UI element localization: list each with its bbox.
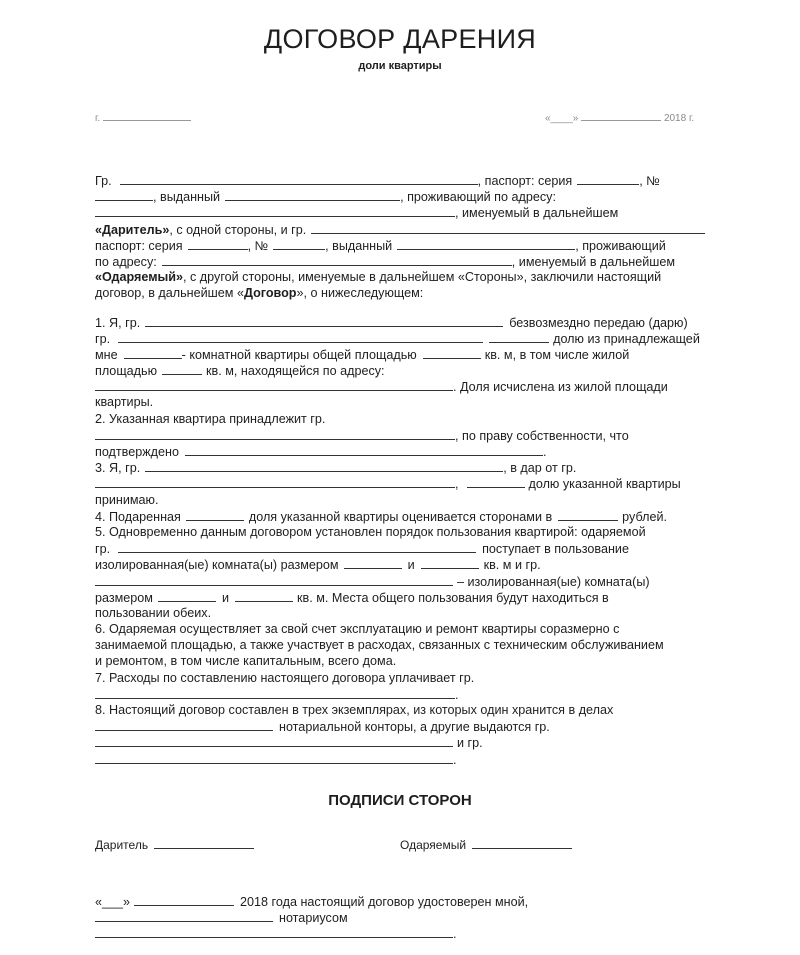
issued-by-blank[interactable] <box>225 188 400 201</box>
text: размером <box>95 590 153 605</box>
clause-1-line-1 <box>95 314 705 330</box>
text: , именуемый в дальнейшем <box>455 206 619 221</box>
clause-5-line-4 <box>95 573 705 589</box>
clause1-address-blank[interactable] <box>95 378 453 391</box>
text: квартиры. <box>95 395 154 410</box>
text: 2018 года настоящий договор удостоверен мной, <box>240 895 529 909</box>
clause3-donee-blank[interactable] <box>145 459 503 472</box>
city-line <box>95 108 191 124</box>
text: подтверждено <box>95 445 179 459</box>
text: поступает в пользование <box>482 542 629 557</box>
text: кв. м, в том числе жилой <box>484 347 630 362</box>
document-title: ДОГОВОР ДАРЕНИЯ <box>263 24 537 54</box>
clause-1-line-2 <box>95 330 705 346</box>
text: 7. Расходы по составлению настоящего договора уплачивает гр. <box>95 670 475 685</box>
clause5-donee-blank[interactable] <box>118 540 476 553</box>
notary-line-3 <box>95 925 555 941</box>
text: 1. Я, гр. <box>95 315 141 330</box>
donor-signature-blank[interactable] <box>154 836 254 849</box>
donee-issued-blank[interactable] <box>397 237 575 250</box>
clause3-share-blank[interactable] <box>467 475 525 488</box>
clause-1-line-3 <box>95 346 705 362</box>
text: , проживающий по адресу: <box>400 190 556 205</box>
text: нотариусом <box>279 911 348 926</box>
text: и <box>407 558 415 573</box>
donee-address-blank[interactable] <box>162 253 512 266</box>
contract-body <box>95 172 705 767</box>
text: , именуемый в дальнейшем <box>511 254 676 269</box>
text: , № <box>247 238 269 253</box>
text: безвозмездно передаю (дарю) <box>509 315 688 330</box>
notary-office-name-blank[interactable] <box>95 909 273 922</box>
notary-line-2 <box>95 909 555 925</box>
donee-name-blank[interactable] <box>311 221 705 234</box>
donee-signature <box>400 836 572 852</box>
clause-6-line-3 <box>95 653 705 669</box>
document-subtitle: доли квартиры <box>358 60 442 72</box>
clause-2-line-1 <box>95 411 705 427</box>
clause1-share-blank[interactable] <box>489 330 549 343</box>
copy-recipient-1-blank[interactable] <box>95 734 453 747</box>
text: . <box>455 687 459 702</box>
donee-label: Одаряемый <box>400 838 467 852</box>
text: . <box>542 445 547 459</box>
room-size-4-blank[interactable] <box>235 589 293 602</box>
text: площадью <box>95 364 158 379</box>
line-4 <box>95 221 705 237</box>
text: 4. Подаренная <box>95 509 181 524</box>
text: 3. Я, гр. <box>95 461 141 476</box>
text: 2. Указанная квартира принадлежит гр. <box>95 411 326 426</box>
text: , выданный <box>325 238 393 253</box>
clause-7-line-1 <box>95 670 705 686</box>
clause-8-line-2 <box>95 718 705 734</box>
clause-5-line-1 <box>95 524 705 540</box>
clause-8-line-4 <box>95 751 705 767</box>
clause-4-line-1 <box>95 508 705 524</box>
notary-certification <box>95 893 555 942</box>
passport-series-blank[interactable] <box>577 172 639 185</box>
text: 8. Настоящий договор составлен в трех экземплярах, из которых один хранится в делах <box>95 703 614 717</box>
date-month-blank[interactable] <box>581 108 661 121</box>
text: , паспорт: серия <box>477 174 573 188</box>
clause-2-line-2 <box>95 427 705 443</box>
city-label: г. <box>95 113 101 124</box>
text: . <box>453 752 457 767</box>
text: , <box>455 477 459 492</box>
ownership-doc-blank[interactable] <box>185 443 543 456</box>
owner-blank[interactable] <box>95 427 455 440</box>
text: Гр. <box>95 174 112 188</box>
clause-1-line-6 <box>95 394 705 410</box>
text: «Даритель» <box>95 222 170 237</box>
signatures-title: ПОДПИСИ СТОРОН <box>328 792 472 809</box>
line-3 <box>95 204 705 220</box>
date-line <box>545 108 694 124</box>
notary-month-blank[interactable] <box>134 893 234 906</box>
text: , с другой стороны, именуемые в дальнейшем «Стороны», заключили настоящий <box>183 270 662 285</box>
text: , проживающий <box>575 238 666 253</box>
clause-6-line-2 <box>95 637 705 653</box>
clause1-donee-blank[interactable] <box>118 330 483 343</box>
text: . Доля исчислена из жилой площади <box>453 380 668 395</box>
clause3-donor-blank[interactable] <box>95 475 455 488</box>
text: и <box>221 590 230 605</box>
text: пользовании обеих. <box>95 605 212 620</box>
text: гр. <box>95 542 111 557</box>
text: изолированная(ые) комната(ы) размером <box>95 558 339 573</box>
clause-7-line-2 <box>95 686 705 702</box>
clause-1-line-5 <box>95 378 705 394</box>
text: и ремонтом, в том числе капитальным, всего дома. <box>95 654 397 669</box>
expenses-payer-blank[interactable] <box>95 686 455 699</box>
clause-5-line-2 <box>95 540 705 556</box>
notary-day: «___» <box>95 895 131 909</box>
clause-5-line-6 <box>95 605 705 621</box>
room-size-2-blank[interactable] <box>421 556 479 569</box>
line-7 <box>95 269 705 285</box>
clause-1-line-4 <box>95 362 705 378</box>
clause-6-line-1 <box>95 621 705 637</box>
line-5 <box>95 237 705 253</box>
donor-signature <box>95 836 254 852</box>
clause5-other-blank[interactable] <box>95 573 453 586</box>
clause-3-line-1 <box>95 459 705 475</box>
clause-3-line-2 <box>95 475 705 491</box>
text: Договор <box>243 286 297 301</box>
total-area-blank[interactable] <box>423 346 481 359</box>
date-year: 2018 г. <box>663 113 695 124</box>
notary-name-blank[interactable] <box>95 925 453 938</box>
donor-name-blank[interactable] <box>120 172 478 185</box>
text: договор, в дальнейшем « <box>95 286 244 301</box>
text: и гр. <box>457 736 483 751</box>
text: доля указанной квартиры оценивается сторонами в <box>248 509 553 524</box>
text: долю из принадлежащей <box>553 331 700 346</box>
clause-5-line-5 <box>95 589 705 605</box>
text: кв. м. Места общего пользования будут находиться в <box>297 590 609 605</box>
text: рублей. <box>622 509 668 524</box>
text: , № <box>639 174 660 188</box>
line-2 <box>95 188 705 204</box>
line-6 <box>95 253 705 269</box>
passport-number-blank[interactable] <box>95 188 153 201</box>
text: паспорт: серия <box>95 238 183 253</box>
text: , с одной стороны, и гр. <box>169 222 307 237</box>
clause-8-line-1 <box>95 702 705 718</box>
clause1-donor-blank[interactable] <box>145 314 503 327</box>
text: . <box>453 927 457 942</box>
city-blank[interactable] <box>103 108 191 121</box>
line-1 <box>95 172 705 188</box>
clause-8-line-3 <box>95 734 705 750</box>
text: – изолированная(ые) комната(ы) <box>457 574 650 589</box>
text: , по праву собственности, что <box>455 428 629 443</box>
room-size-1-blank[interactable] <box>344 556 402 569</box>
rooms-blank[interactable] <box>124 346 182 359</box>
text: , в дар от гр. <box>503 461 577 476</box>
notary-office-blank[interactable] <box>95 718 273 731</box>
donee-number-blank[interactable] <box>273 237 325 250</box>
text: по адресу: <box>95 254 157 269</box>
text: занимаемой площадью, а также участвует в расходах, связанных с техническим обслуживанием <box>95 638 664 653</box>
donee-signature-blank[interactable] <box>472 836 572 849</box>
text: гр. <box>95 331 111 346</box>
donor-label: Даритель <box>95 838 149 852</box>
address-blank[interactable] <box>95 204 455 217</box>
text: - комнатной квартиры общей площадью <box>181 347 417 362</box>
text: , выданный <box>153 190 221 205</box>
valuation-blank[interactable] <box>558 508 618 521</box>
clause-3-line-3 <box>95 492 705 508</box>
text: долю указанной квартиры <box>528 477 681 492</box>
text: «Одаряемый» <box>95 270 184 285</box>
clause-5-line-3 <box>95 556 705 572</box>
copy-recipient-2-blank[interactable] <box>95 751 453 764</box>
text: принимаю. <box>95 492 159 507</box>
text: », о нижеследующем: <box>296 286 424 301</box>
text: нотариальной конторы, а другие выдаются гр. <box>279 720 550 735</box>
living-area-blank[interactable] <box>162 362 202 375</box>
text: мне <box>95 347 118 362</box>
donee-series-blank[interactable] <box>188 237 248 250</box>
line-8 <box>95 285 705 301</box>
clause-2-line-3 <box>95 443 705 459</box>
gifted-share-blank[interactable] <box>186 508 244 521</box>
text: кв. м, находящейся по адресу: <box>206 364 385 379</box>
text: 6. Одаряемая осуществляет за свой счет эксплуатацию и ремонт квартиры соразмерно с <box>95 622 620 637</box>
text: кв. м и гр. <box>483 558 541 573</box>
notary-line-1 <box>95 893 555 909</box>
text: 5. Одновременно данным договором установлен порядок пользования квартирой: одаряемой <box>95 524 646 539</box>
date-day: «____» <box>545 113 579 124</box>
room-size-3-blank[interactable] <box>158 589 216 602</box>
